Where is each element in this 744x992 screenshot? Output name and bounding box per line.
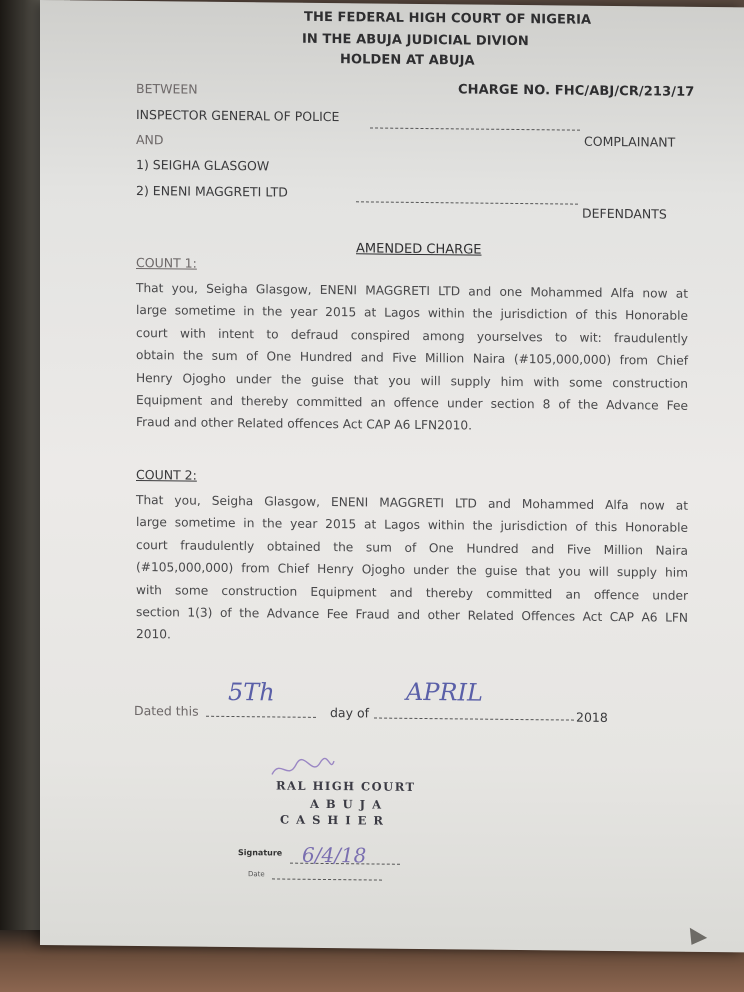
- count-1-line: Fraud and other Related offences Act CAP A6 LFN2010.: [136, 415, 473, 433]
- count-2-body: [136, 489, 688, 652]
- defendants-role: DEFENDANTS: [582, 205, 667, 222]
- defendants-dashes: [356, 201, 578, 204]
- defendant-1: 1) SEIGHA GLASGOW: [136, 157, 270, 174]
- dated-label: Dated this: [134, 702, 199, 719]
- stamp-city-line: A B U J A: [310, 796, 383, 812]
- stamp-signature-label: Signature: [238, 848, 283, 858]
- count-2-line: (#105,000,000) from Chief Henry Ojogho under the guise that you will supply him: [136, 560, 688, 581]
- count-2-line: That you, Seigha Glasgow, ENENI MAGGRETI LTD and Mohammed Alfa now at: [136, 493, 688, 513]
- document-title: AMENDED CHARGE: [356, 241, 482, 258]
- count-2-line: with some construction Equipment and thereby committed an offence under: [136, 582, 688, 603]
- count-1-line: Equipment and thereby committed an offence under section 8 of the Advance Fee: [136, 393, 688, 413]
- complainant-name: INSPECTOR GENERAL OF POLICE: [136, 107, 340, 125]
- stamp-cashier-line: C A S H I E R: [280, 812, 385, 828]
- count-1-body: [136, 277, 688, 440]
- stamp-date-line: [272, 878, 382, 880]
- between-label: BETWEEN: [136, 81, 198, 97]
- court-division: IN THE ABUJA JUDICIAL DIVION: [302, 31, 529, 50]
- year-label: 2018: [576, 709, 608, 725]
- and-label: AND: [136, 132, 164, 148]
- day-dashes: [206, 716, 316, 718]
- count-1-line: court with intent to defraud conspired among yourselves to wit: fraudulently: [136, 325, 688, 346]
- handwritten-month: APRIL: [406, 677, 483, 707]
- defendant-2: 2) ENENI MAGGRETI LTD: [136, 183, 288, 200]
- count-2-line: 2010.: [136, 627, 171, 642]
- count-2-heading: COUNT 2:: [136, 467, 197, 483]
- stamp-court-line: RAL HIGH COURT: [276, 778, 416, 794]
- count-2-line: court fraudulently obtained the sum of One Hundred and Five Million Naira: [136, 537, 688, 558]
- count-1-heading: COUNT 1:: [136, 255, 197, 271]
- charge-number: CHARGE NO. FHC/ABJ/CR/213/17: [458, 82, 695, 100]
- complainant-role: COMPLAINANT: [584, 133, 676, 150]
- stamp-handwritten-date: 6/4/18: [302, 842, 367, 868]
- count-1-line: obtain the sum of One Hundred and Five Million Naira (#105,000,000) from Chief: [136, 348, 688, 369]
- count-2-line: large sometime in the year 2015 at Lagos within the jurisdiction of this Honorable: [136, 515, 688, 536]
- month-dashes: [374, 717, 574, 720]
- handwritten-day: 5Th: [228, 677, 275, 707]
- stamp-initials-scribble: [268, 754, 338, 783]
- count-2-line: section 1(3) of the Advance Fee Fraud and other Related Offences Act CAP A6 LFN: [136, 605, 688, 625]
- stamp-date-label: Date: [248, 870, 265, 879]
- count-1-line: That you, Seigha Glasgow, ENENI MAGGRETI LTD and one Mohammed Alfa now at: [136, 281, 688, 301]
- count-1-line: large sometime in the year 2015 at Lagos within the jurisdiction of this Honorable: [136, 303, 688, 324]
- document-page: [40, 0, 744, 952]
- court-holden: HOLDEN AT ABUJA: [340, 52, 475, 69]
- page-corner-fold: [683, 928, 707, 950]
- court-title: THE FEDERAL HIGH COURT OF NIGERIA: [304, 9, 592, 28]
- day-of-label: day of: [330, 705, 370, 721]
- count-1-line: Henry Ojogho under the guise that you will supply him with some construction: [136, 370, 688, 391]
- complainant-dashes: [370, 127, 580, 130]
